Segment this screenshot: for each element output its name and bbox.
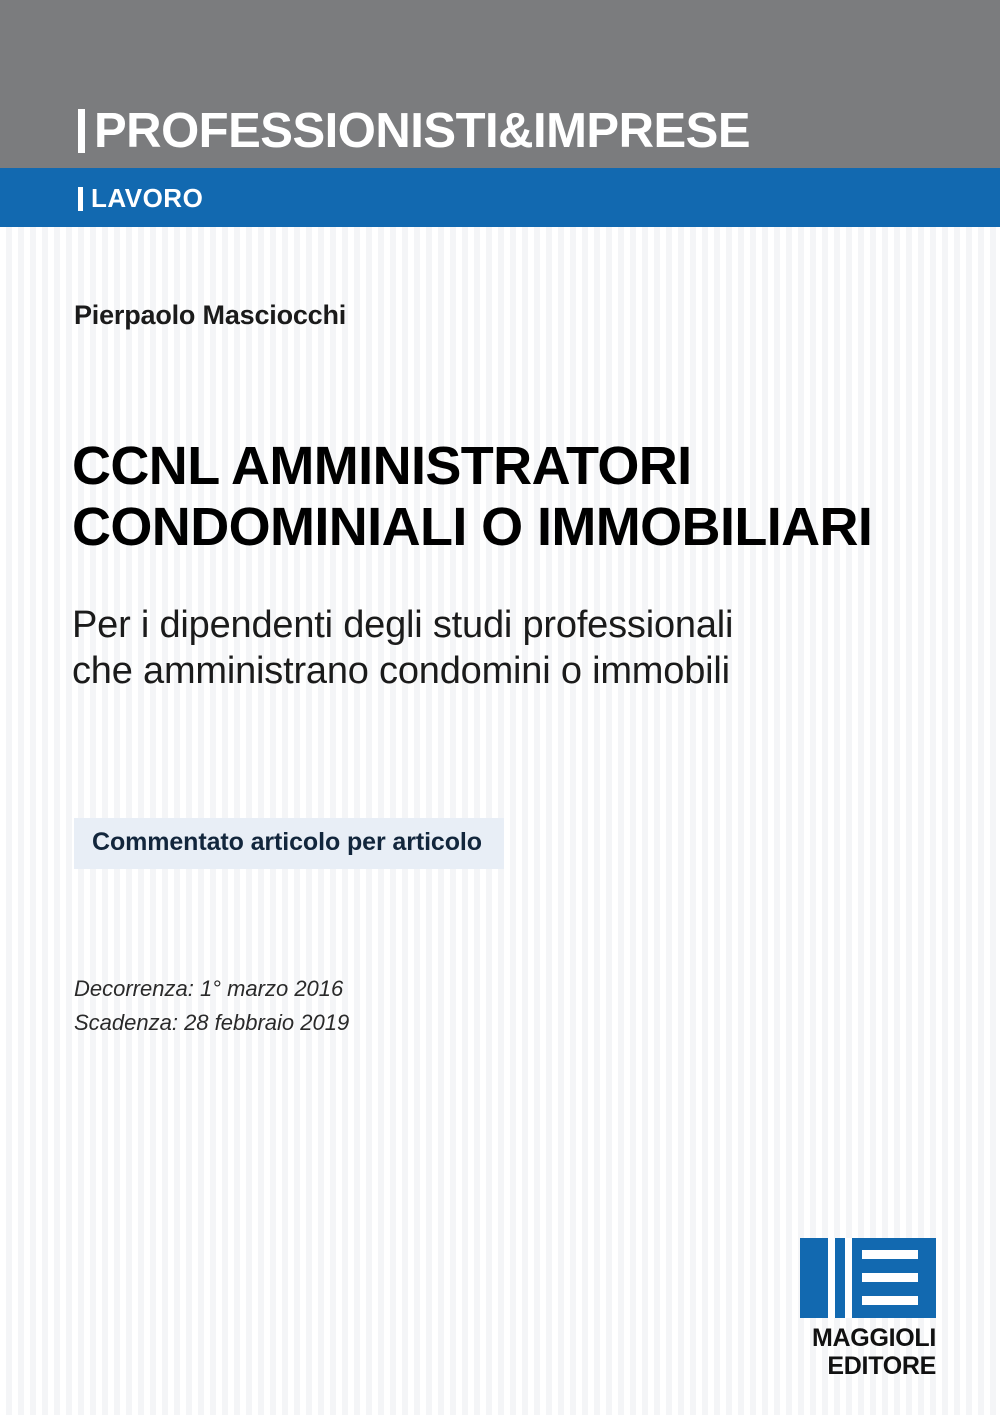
date-end: Scadenza: 28 febbraio 2019 — [74, 1010, 350, 1036]
page-title-line-1: CCNL AMMINISTRATORI — [72, 436, 692, 496]
validity-dates — [74, 972, 349, 1040]
page-title-line-2: CONDOMINIALI O IMMOBILIARI — [72, 497, 873, 558]
page-subtitle-line-2: che amministrano condomini o immobili — [72, 650, 730, 693]
publisher-name: MAGGIOLI — [812, 1324, 936, 1352]
publisher-logo — [800, 1238, 936, 1380]
subseries-title-text: LAVORO — [91, 183, 204, 213]
author-name: Pierpaolo Masciocchi — [74, 300, 347, 330]
subseries-title — [78, 183, 203, 214]
page-title — [72, 436, 932, 558]
series-title — [78, 103, 750, 159]
status-badge: Commentato articolo per articolo — [74, 818, 504, 869]
subseries-title-rule — [78, 187, 83, 211]
publisher-qualifier: EDITORE — [827, 1352, 936, 1380]
date-start: Decorrenza: 1° marzo 2016 — [74, 976, 344, 1001]
page-subtitle-line-1: Per i dipendenti degli studi professionali — [72, 604, 734, 646]
series-title-rule — [78, 109, 85, 153]
series-title-text: PROFESSIONISTI&IMPRESE — [94, 104, 751, 158]
maggioli-logo-icon — [800, 1238, 936, 1318]
page-subtitle — [72, 602, 952, 695]
